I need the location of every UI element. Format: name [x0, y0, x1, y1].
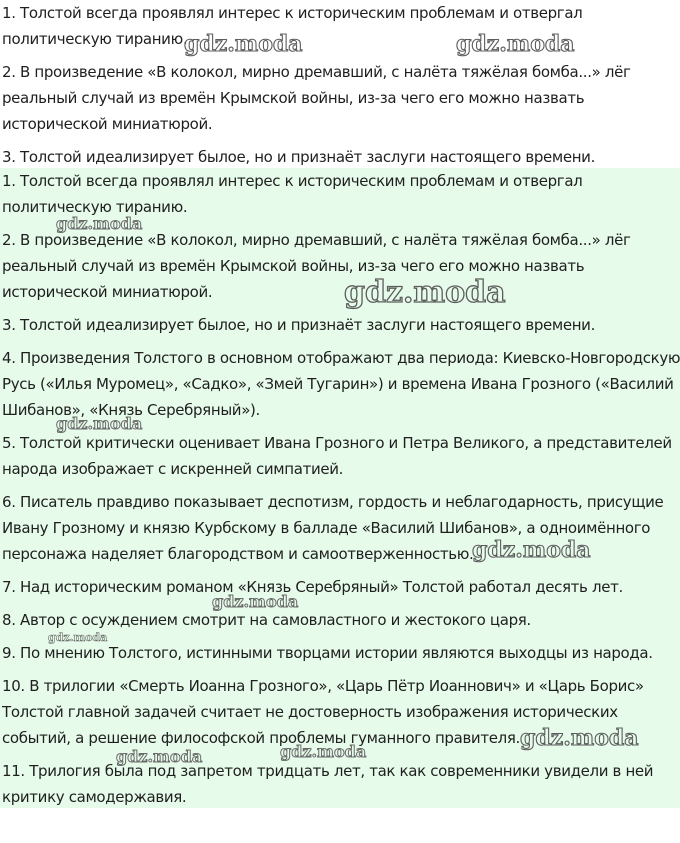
text-line: исторической миниатюрой. — [2, 283, 213, 301]
text-line: 9. По мнению Толстого, истинными творцами истории являются выходцы из народа. — [2, 644, 653, 662]
answer-paragraph-9 — [2, 640, 680, 666]
top-paragraph-3 — [2, 144, 680, 170]
text-line: Ивану Грозному и князю Курбскому в балладе «Василий Шибанов», а одноимённого — [2, 519, 651, 537]
text-line: 5. Толстой критически оценивает Ивана Грозного и Петра Великого, а представителей — [2, 434, 672, 452]
text-line: политическую тиранию. — [2, 30, 188, 48]
answer-paragraph-10 — [2, 673, 680, 751]
answer-paragraph-1 — [2, 168, 680, 220]
top-paragraph-1 — [2, 0, 680, 52]
text-line: реальный случай из времён Крымской войны, из-за чего его можно назвать — [2, 89, 585, 107]
watermark: gdz.moda — [456, 31, 575, 57]
text-line: исторической миниатюрой. — [2, 115, 213, 133]
text-line: 7. Над историческим романом «Князь Серебряный» Толстой работал десять лет. — [2, 578, 623, 596]
top-text-block — [0, 0, 680, 170]
answer-paragraph-8 — [2, 607, 680, 633]
text-line: народа изображает с искренней симпатией. — [2, 460, 344, 478]
text-line: 8. Автор с осуждением смотрит на самовластного и жестокого царя. — [2, 611, 531, 629]
text-line: 2. В произведение «В колокол, мирно дремавший, с налёта тяжёлая бомба...» лёг — [2, 63, 631, 81]
text-line: персонажа наделяет благородством и самоотверженностью. — [2, 545, 474, 563]
text-line: событий, а решение философской проблемы гуманного правителя. — [2, 729, 520, 747]
text-line: 1. Толстой всегда проявлял интерес к историческим проблемам и отвергал — [2, 172, 583, 190]
answer-text-block — [0, 168, 680, 808]
watermark: gdz.moda — [184, 31, 303, 57]
answer-paragraph-11 — [2, 758, 680, 810]
text-line: 3. Толстой идеализирует былое, но и признаёт заслуги настоящего времени. — [2, 316, 596, 334]
text-line: критику самодержавия. — [2, 788, 187, 806]
answer-paragraph-5 — [2, 430, 680, 482]
text-line: Русь («Илья Муромец», «Садко», «Змей Тугарин») и времена Ивана Грозного («Василий — [2, 375, 674, 393]
text-line: 11. Трилогия была под запретом тридцать лет, так как современники увидели в ней — [2, 762, 654, 780]
text-line: 10. В трилогии «Смерть Иоанна Грозного», «Царь Пётр Иоаннович» и «Царь Борис» — [2, 677, 644, 695]
answer-paragraph-6 — [2, 489, 680, 567]
answer-paragraph-2 — [2, 227, 680, 305]
text-line: 2. В произведение «В колокол, мирно дремавший, с налёта тяжёлая бомба...» лёг — [2, 231, 631, 249]
text-line: 3. Толстой идеализирует былое, но и признаёт заслуги настоящего времени. — [2, 148, 596, 166]
text-line: 4. Произведения Толстого в основном отображают два периода: Киевско-Новгородскую — [2, 349, 680, 367]
top-paragraph-2 — [2, 59, 680, 137]
text-line: Толстой главной задачей считает не достоверность изображения исторических — [2, 703, 618, 721]
text-line: 6. Писатель правдиво показывает деспотизм, гордость и неблагодарность, присущие — [2, 493, 664, 511]
text-line: 1. Толстой всегда проявлял интерес к историческим проблемам и отвергал — [2, 4, 583, 22]
text-line: политическую тиранию. — [2, 198, 188, 216]
answer-paragraph-3 — [2, 312, 680, 338]
text-line: Шибанов», «Князь Серебряный»). — [2, 401, 260, 419]
answer-paragraph-7 — [2, 574, 680, 600]
answer-paragraph-4 — [2, 345, 680, 423]
text-line: реальный случай из времён Крымской войны, из-за чего его можно назвать — [2, 257, 585, 275]
